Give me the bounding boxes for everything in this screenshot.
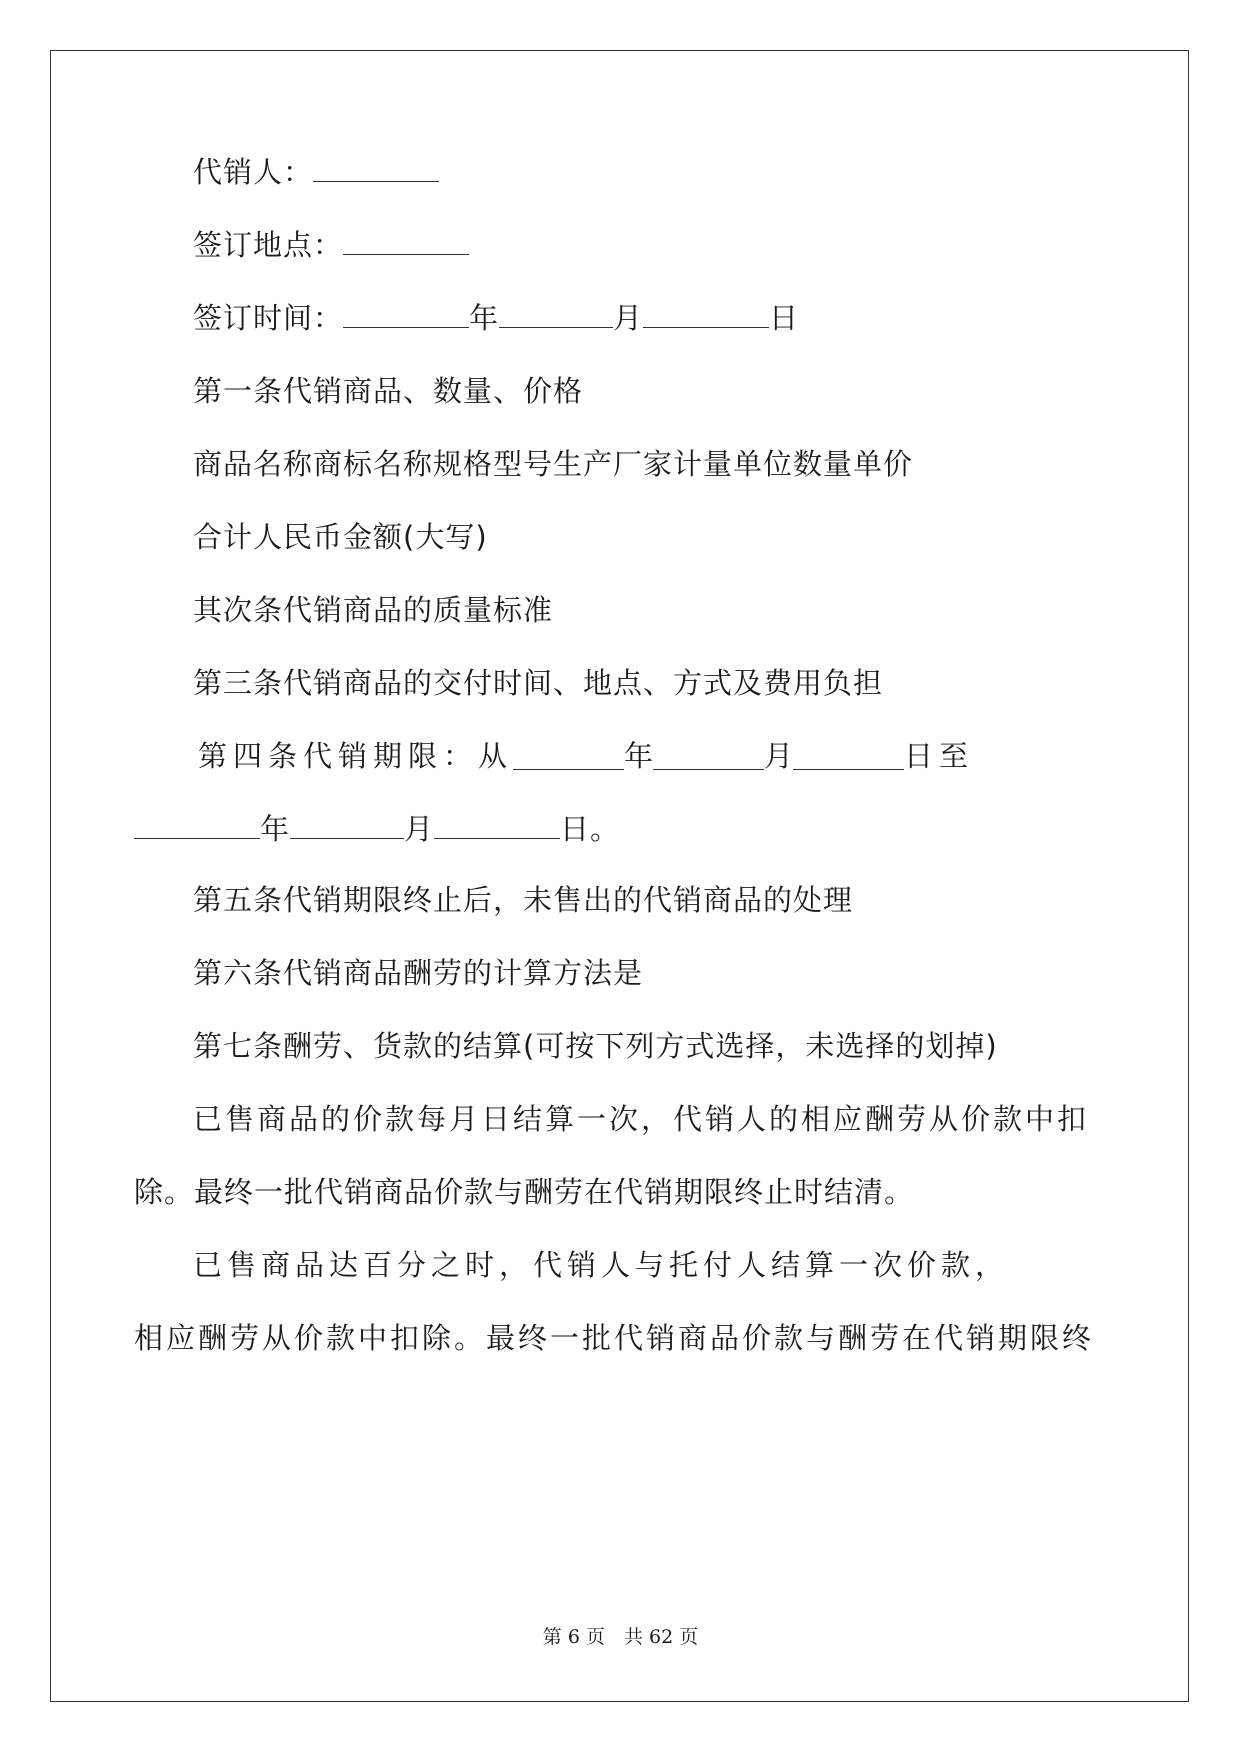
article-4b-year-label: 年 — [260, 812, 291, 846]
article-4b-month-blank[interactable] — [290, 812, 404, 839]
time-label: 签订时间： — [193, 301, 344, 335]
time-month-blank[interactable] — [499, 301, 613, 328]
total-line: 合计人民币金额(大写) — [193, 520, 488, 554]
article-4-line-1 — [198, 736, 974, 776]
article-4b-day-label: 日。 — [560, 812, 621, 846]
place-line — [193, 225, 469, 265]
agent-label: 代销人： — [193, 155, 314, 189]
article-4-year-blank[interactable] — [513, 743, 624, 770]
article-4-month-blank[interactable] — [653, 743, 764, 770]
article-4-prefix: 第四条代销期限：从 — [198, 739, 514, 773]
time-day-label: 日 — [769, 301, 800, 335]
article-4-month-label: 月 — [764, 739, 794, 773]
paragraph-1-line-2: 除。最终一批代销商品价款与酬劳在代销期限终止时结清。 — [134, 1175, 915, 1209]
article-4b-day-blank[interactable] — [434, 812, 560, 839]
time-year-blank[interactable] — [343, 301, 469, 328]
paragraph-2-line-1 — [193, 1245, 1010, 1285]
article-1: 第一条代销商品、数量、价格 — [193, 374, 584, 408]
article-7: 第七条酬劳、货款的结算(可按下列方式选择，未选择的划掉) — [193, 1029, 998, 1063]
paragraph-2-suffix: 时，代销人与托付人结算一次价款， — [465, 1248, 1010, 1282]
paragraph-2-line-2: 相应酬劳从价款中扣除。最终一批代销商品价款与酬劳在代销期限终 — [134, 1321, 1095, 1355]
article-4b-year-blank[interactable] — [134, 812, 260, 839]
agent-blank[interactable] — [313, 155, 439, 182]
paragraph-1-line-1: 已售商品的价款每月日结算一次，代销人的相应酬劳从价款中扣 — [193, 1102, 1090, 1136]
article-6: 第六条代销商品酬劳的计算方法是 — [193, 956, 644, 990]
place-blank[interactable] — [343, 228, 469, 255]
article-2: 其次条代销商品的质量标准 — [193, 593, 554, 627]
agent-line — [193, 152, 439, 192]
time-month-label: 月 — [613, 301, 644, 335]
article-4-line-2 — [134, 809, 620, 849]
time-day-blank[interactable] — [643, 301, 769, 328]
table-header-line: 商品名称商标名称规格型号生产厂家计量单位数量单价 — [193, 447, 914, 481]
article-4-year-label: 年 — [624, 739, 654, 773]
place-label: 签订地点： — [193, 228, 344, 262]
article-4-day-blank[interactable] — [793, 743, 904, 770]
article-5: 第五条代销期限终止后，未售出的代销商品的处理 — [193, 883, 854, 917]
time-year-label: 年 — [469, 301, 500, 335]
article-3: 第三条代销商品的交付时间、地点、方式及费用负担 — [193, 666, 884, 700]
article-4-day-to-label: 日至 — [904, 739, 975, 773]
time-line — [193, 298, 799, 338]
paragraph-2-prefix: 已售商品达百分之 — [193, 1248, 466, 1282]
article-4b-month-label: 月 — [404, 812, 435, 846]
page-number-footer: 第 6 页 共 62 页 — [542, 1626, 699, 1648]
